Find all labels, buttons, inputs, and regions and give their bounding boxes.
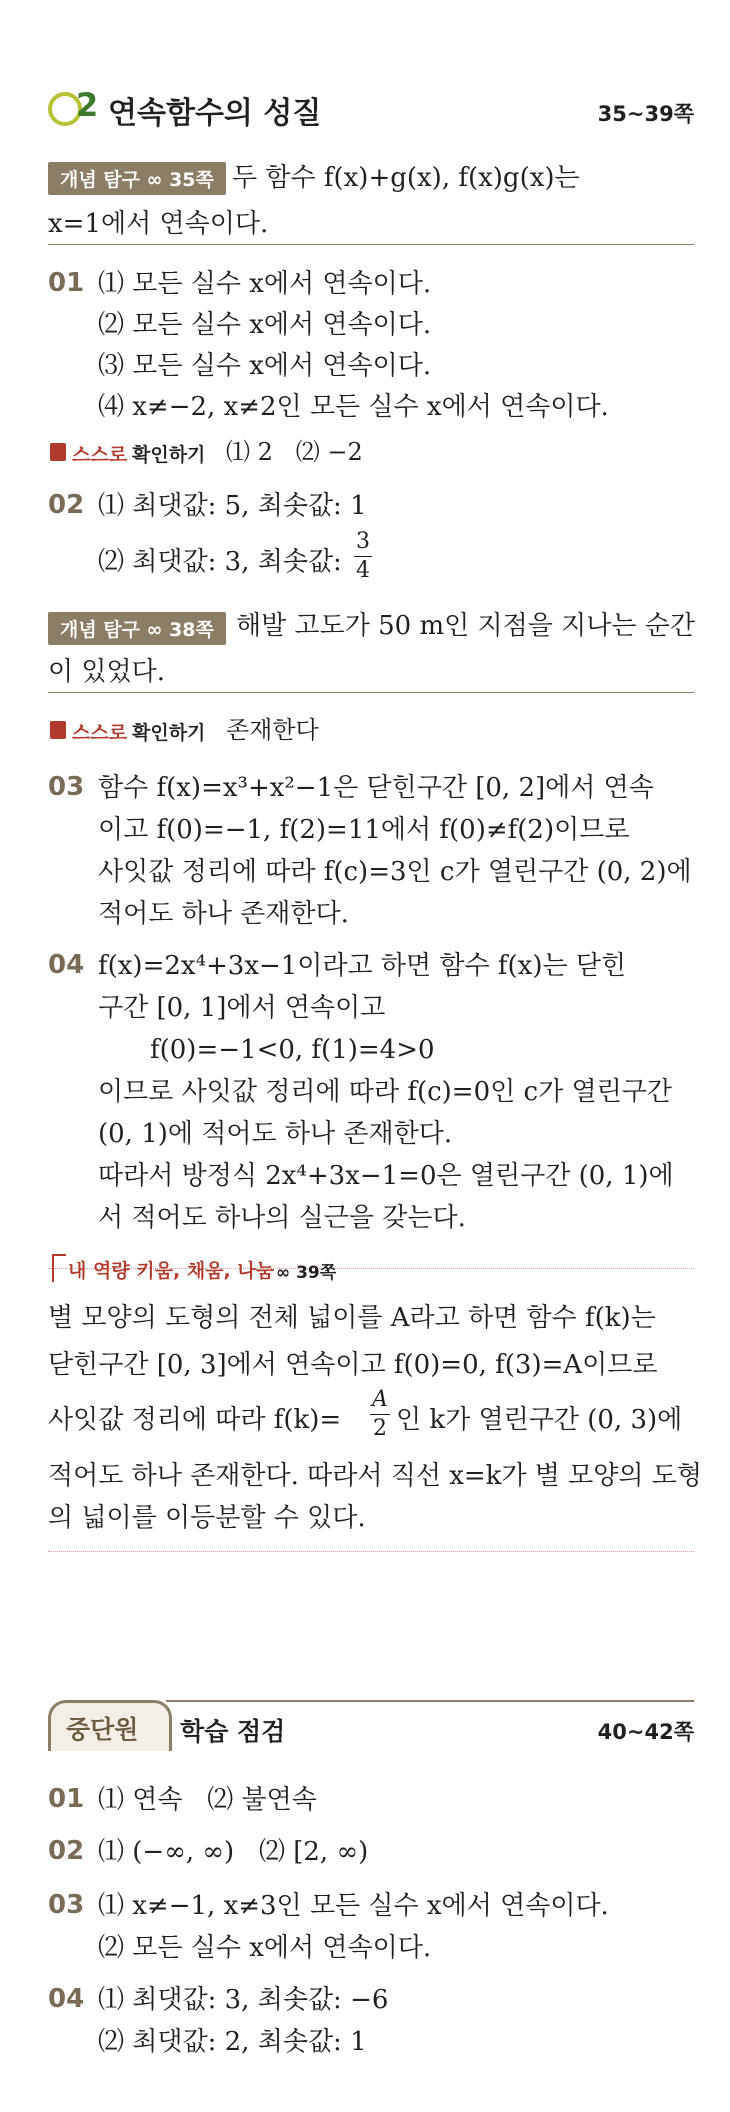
- answer-line: ⑴ 최댓값: 3, 최솟값: −6: [98, 1985, 389, 2015]
- extra-line: 의 넓이를 이등분할 수 있다.: [48, 1503, 366, 1533]
- extra-arrow-icon: [52, 1254, 66, 1282]
- self-check-label: 확인하기: [132, 444, 206, 466]
- extra-line: 별 모양의 도형의 전체 넓이를 A라고 하면 함수 f(k)는: [48, 1303, 656, 1333]
- extra-line: 인 k가 열린구간 (0, 3)에: [396, 1405, 683, 1435]
- answer-line: ⑵ 모든 실수 x에서 연속이다.: [98, 1933, 432, 1963]
- fraction: [354, 528, 372, 585]
- question-number: 01: [48, 268, 85, 298]
- concept-text: x=1에서 연속이다.: [48, 209, 269, 239]
- pencil-icon: [50, 721, 66, 739]
- review-tab: 중단원: [66, 1715, 139, 1744]
- solution-line: 이므로 사잇값 정리에 따라 f(c)=0인 c가 열린구간: [98, 1077, 672, 1107]
- answer-line: ⑴ 최댓값: 5, 최솟값: 1: [98, 491, 367, 521]
- review-title: 학습 점검: [180, 1717, 286, 1746]
- question-number: 02: [48, 1836, 85, 1866]
- question-number: 04: [48, 950, 85, 980]
- answer-line: ⑵ 모든 실수 x에서 연속이다.: [98, 310, 432, 340]
- question-number: 04: [48, 1984, 85, 2014]
- solution-line: 구간 [0, 1]에서 연속이고: [98, 993, 386, 1023]
- fraction: [370, 1386, 390, 1443]
- self-check-label: 스스로: [72, 722, 128, 744]
- answer-line: ⑴ 모든 실수 x에서 연속이다.: [98, 269, 432, 299]
- solution-line: 함수 f(x)=x³+x²−1은 닫힌구간 [0, 2]에서 연속: [98, 773, 654, 803]
- review-rule: [166, 1700, 694, 1702]
- solution-line: f(0)=−1<0, f(1)=4>0: [150, 1035, 435, 1065]
- fraction-denominator: 2: [372, 1416, 387, 1441]
- question-number: 03: [48, 1890, 85, 1920]
- answer-line: ⑴ x≠−1, x≠3인 모든 실수 x에서 연속이다.: [98, 1891, 609, 1921]
- extra-line: 사잇값 정리에 따라 f(k)=: [48, 1405, 342, 1435]
- fraction-numerator: A: [370, 1386, 390, 1415]
- concept-text: 이 있었다.: [48, 657, 165, 687]
- fraction-denominator: 4: [356, 558, 370, 583]
- self-check-label: 확인하기: [132, 722, 206, 744]
- section-title: 연속함수의 성질: [108, 96, 322, 131]
- extra-page: ∞ 39쪽: [276, 1263, 337, 1283]
- solution-line: 이고 f(0)=−1, f(2)=11에서 f(0)≠f(2)이므로: [98, 815, 630, 845]
- concept-badge: 개념 탐구 ∞ 38쪽: [48, 612, 226, 645]
- answer-line: ⑴ (−∞, ∞) ⑵ [2, ∞): [98, 1837, 369, 1867]
- answer-line: ⑵ 최댓값: 2, 최솟값: 1: [98, 2027, 367, 2057]
- question-number: 02: [48, 490, 85, 520]
- divider: [48, 692, 694, 693]
- answer-line: ⑶ 모든 실수 x에서 연속이다.: [98, 351, 432, 381]
- question-number: 03: [48, 772, 85, 802]
- self-check-label: 스스로: [72, 444, 128, 466]
- fraction-numerator: 3: [354, 528, 372, 557]
- self-check-answer: ⑴ 2 ⑵ −2: [226, 438, 363, 466]
- answer-line: ⑴ 연속 ⑵ 불연속: [98, 1785, 317, 1815]
- solution-line: f(x)=2x⁴+3x−1이라고 하면 함수 f(x)는 닫힌: [98, 951, 627, 981]
- review-pages: 40~42쪽: [597, 1720, 694, 1744]
- pencil-icon: [50, 443, 66, 461]
- solution-line: 적어도 하나 존재한다.: [98, 899, 349, 929]
- solution-line: 서 적어도 하나의 실근을 갖는다.: [98, 1203, 466, 1233]
- section-pages: 35~39쪽: [597, 102, 694, 126]
- extra-label: 내 역량 키움, 채움, 나눔: [68, 1260, 275, 1282]
- solution-line: 따라서 방정식 2x⁴+3x−1=0은 열린구간 (0, 1)에: [98, 1161, 674, 1191]
- self-check-answer: 존재한다: [226, 716, 319, 744]
- concept-text: 두 함수 f(x)+g(x), f(x)g(x)는: [232, 163, 580, 193]
- solution-line: 사잇값 정리에 따라 f(c)=3인 c가 열린구간 (0, 2)에: [98, 857, 692, 887]
- concept-badge: 개념 탐구 ∞ 35쪽: [48, 162, 226, 195]
- answer-line: ⑵ 최댓값: 3, 최솟값:: [98, 547, 342, 577]
- divider: [48, 244, 694, 245]
- concept-text: 해발 고도가 50 m인 지점을 지나는 순간: [236, 611, 695, 641]
- question-number: 01: [48, 1784, 85, 1814]
- extra-line: 적어도 하나 존재한다. 따라서 직선 x=k가 별 모양의 도형: [48, 1461, 703, 1491]
- extra-line: 닫힌구간 [0, 3]에서 연속이고 f(0)=0, f(3)=A이므로: [48, 1350, 658, 1380]
- answer-line: ⑷ x≠−2, x≠2인 모든 실수 x에서 연속이다.: [98, 392, 609, 422]
- solution-line: (0, 1)에 적어도 하나 존재한다.: [98, 1119, 453, 1149]
- section-number: 2: [76, 86, 99, 124]
